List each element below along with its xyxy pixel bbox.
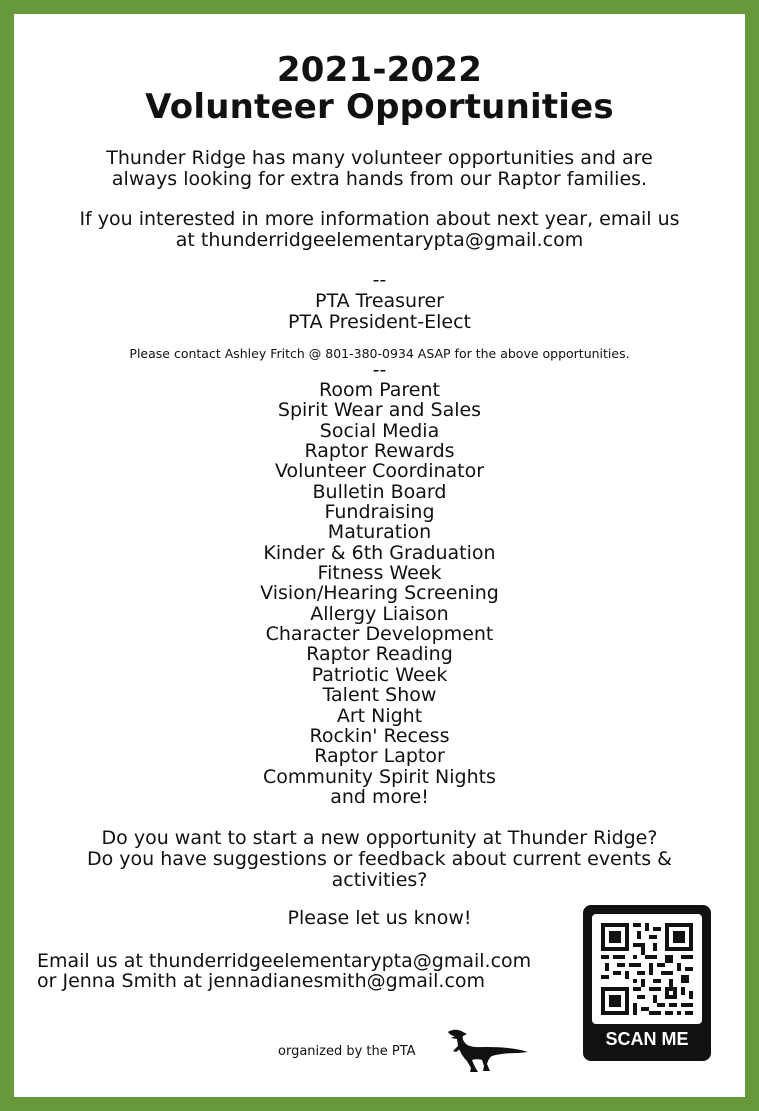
email-line-1: Email us at thunderridgeelementarypta@gmail.com <box>37 950 532 972</box>
list-item: Talent Show <box>322 684 437 707</box>
page-title <box>0 52 759 126</box>
list-item: Allergy Liaison <box>310 602 449 625</box>
title-year: 2021-2022 <box>276 50 483 90</box>
list-item: Spirit Wear and Sales <box>277 399 482 422</box>
title-heading: Volunteer Opportunities <box>145 87 614 127</box>
intro-line-4: at thunderridgeelementarypta@gmail.com <box>175 229 584 251</box>
list-item: Social Media <box>319 419 440 442</box>
list-item: Art Night <box>336 704 423 727</box>
qr-code-icon <box>601 923 693 1015</box>
scan-me-label: SCAN ME <box>605 1029 689 1049</box>
list-item: Maturation <box>327 521 432 544</box>
list-item: Patriotic Week <box>311 663 448 686</box>
role-president-elect: PTA President-Elect <box>288 311 471 333</box>
qr-code-badge[interactable] <box>583 905 711 1061</box>
list-item: Community Spirit Nights <box>263 765 496 788</box>
question-line-3: activities? <box>331 869 428 891</box>
intro-line-1: Thunder Ridge has many volunteer opportunities and are <box>106 147 653 169</box>
raptor-icon <box>445 1028 529 1074</box>
role-treasurer: PTA Treasurer <box>314 290 444 312</box>
list-item: Vision/Hearing Screening <box>260 582 499 605</box>
opportunities-list <box>20 380 739 807</box>
intro-line-2: always looking for extra hands from our Raptor families. <box>111 168 648 190</box>
list-item: Rockin' Recess <box>309 724 450 747</box>
list-item: Raptor Laptor <box>314 745 445 768</box>
intro-line-3: If you interested in more information about next year, email us <box>79 208 680 230</box>
list-item: Volunteer Coordinator <box>274 460 485 483</box>
list-item: Bulletin Board <box>312 480 447 503</box>
list-item: Raptor Rewards <box>304 440 455 463</box>
qr-code-area[interactable] <box>592 914 702 1024</box>
please-let-us-know: Please let us know! <box>287 907 472 929</box>
question-line-1: Do you want to start a new opportunity at Thunder Ridge? <box>101 827 658 849</box>
list-item: Fundraising <box>324 501 435 524</box>
email-line-2: or Jenna Smith at jennadianesmith@gmail.com <box>37 970 486 992</box>
separator-2: -- <box>372 359 387 381</box>
list-item: Room Parent <box>319 379 440 401</box>
list-item: Fitness Week <box>317 562 442 585</box>
question-line-2: Do you have suggestions or feedback about current events & <box>87 848 672 870</box>
list-item: Raptor Reading <box>306 643 453 666</box>
separator-1: -- <box>372 269 387 291</box>
list-item: and more! <box>330 785 429 808</box>
organized-by-text: organized by the PTA <box>278 1044 416 1059</box>
contact-note: Please contact Ashley Fritch @ 801-380-0934 ASAP for the above opportunities. <box>129 346 630 361</box>
list-item: Kinder & 6th Graduation <box>263 541 496 564</box>
list-item: Character Development <box>265 623 494 646</box>
